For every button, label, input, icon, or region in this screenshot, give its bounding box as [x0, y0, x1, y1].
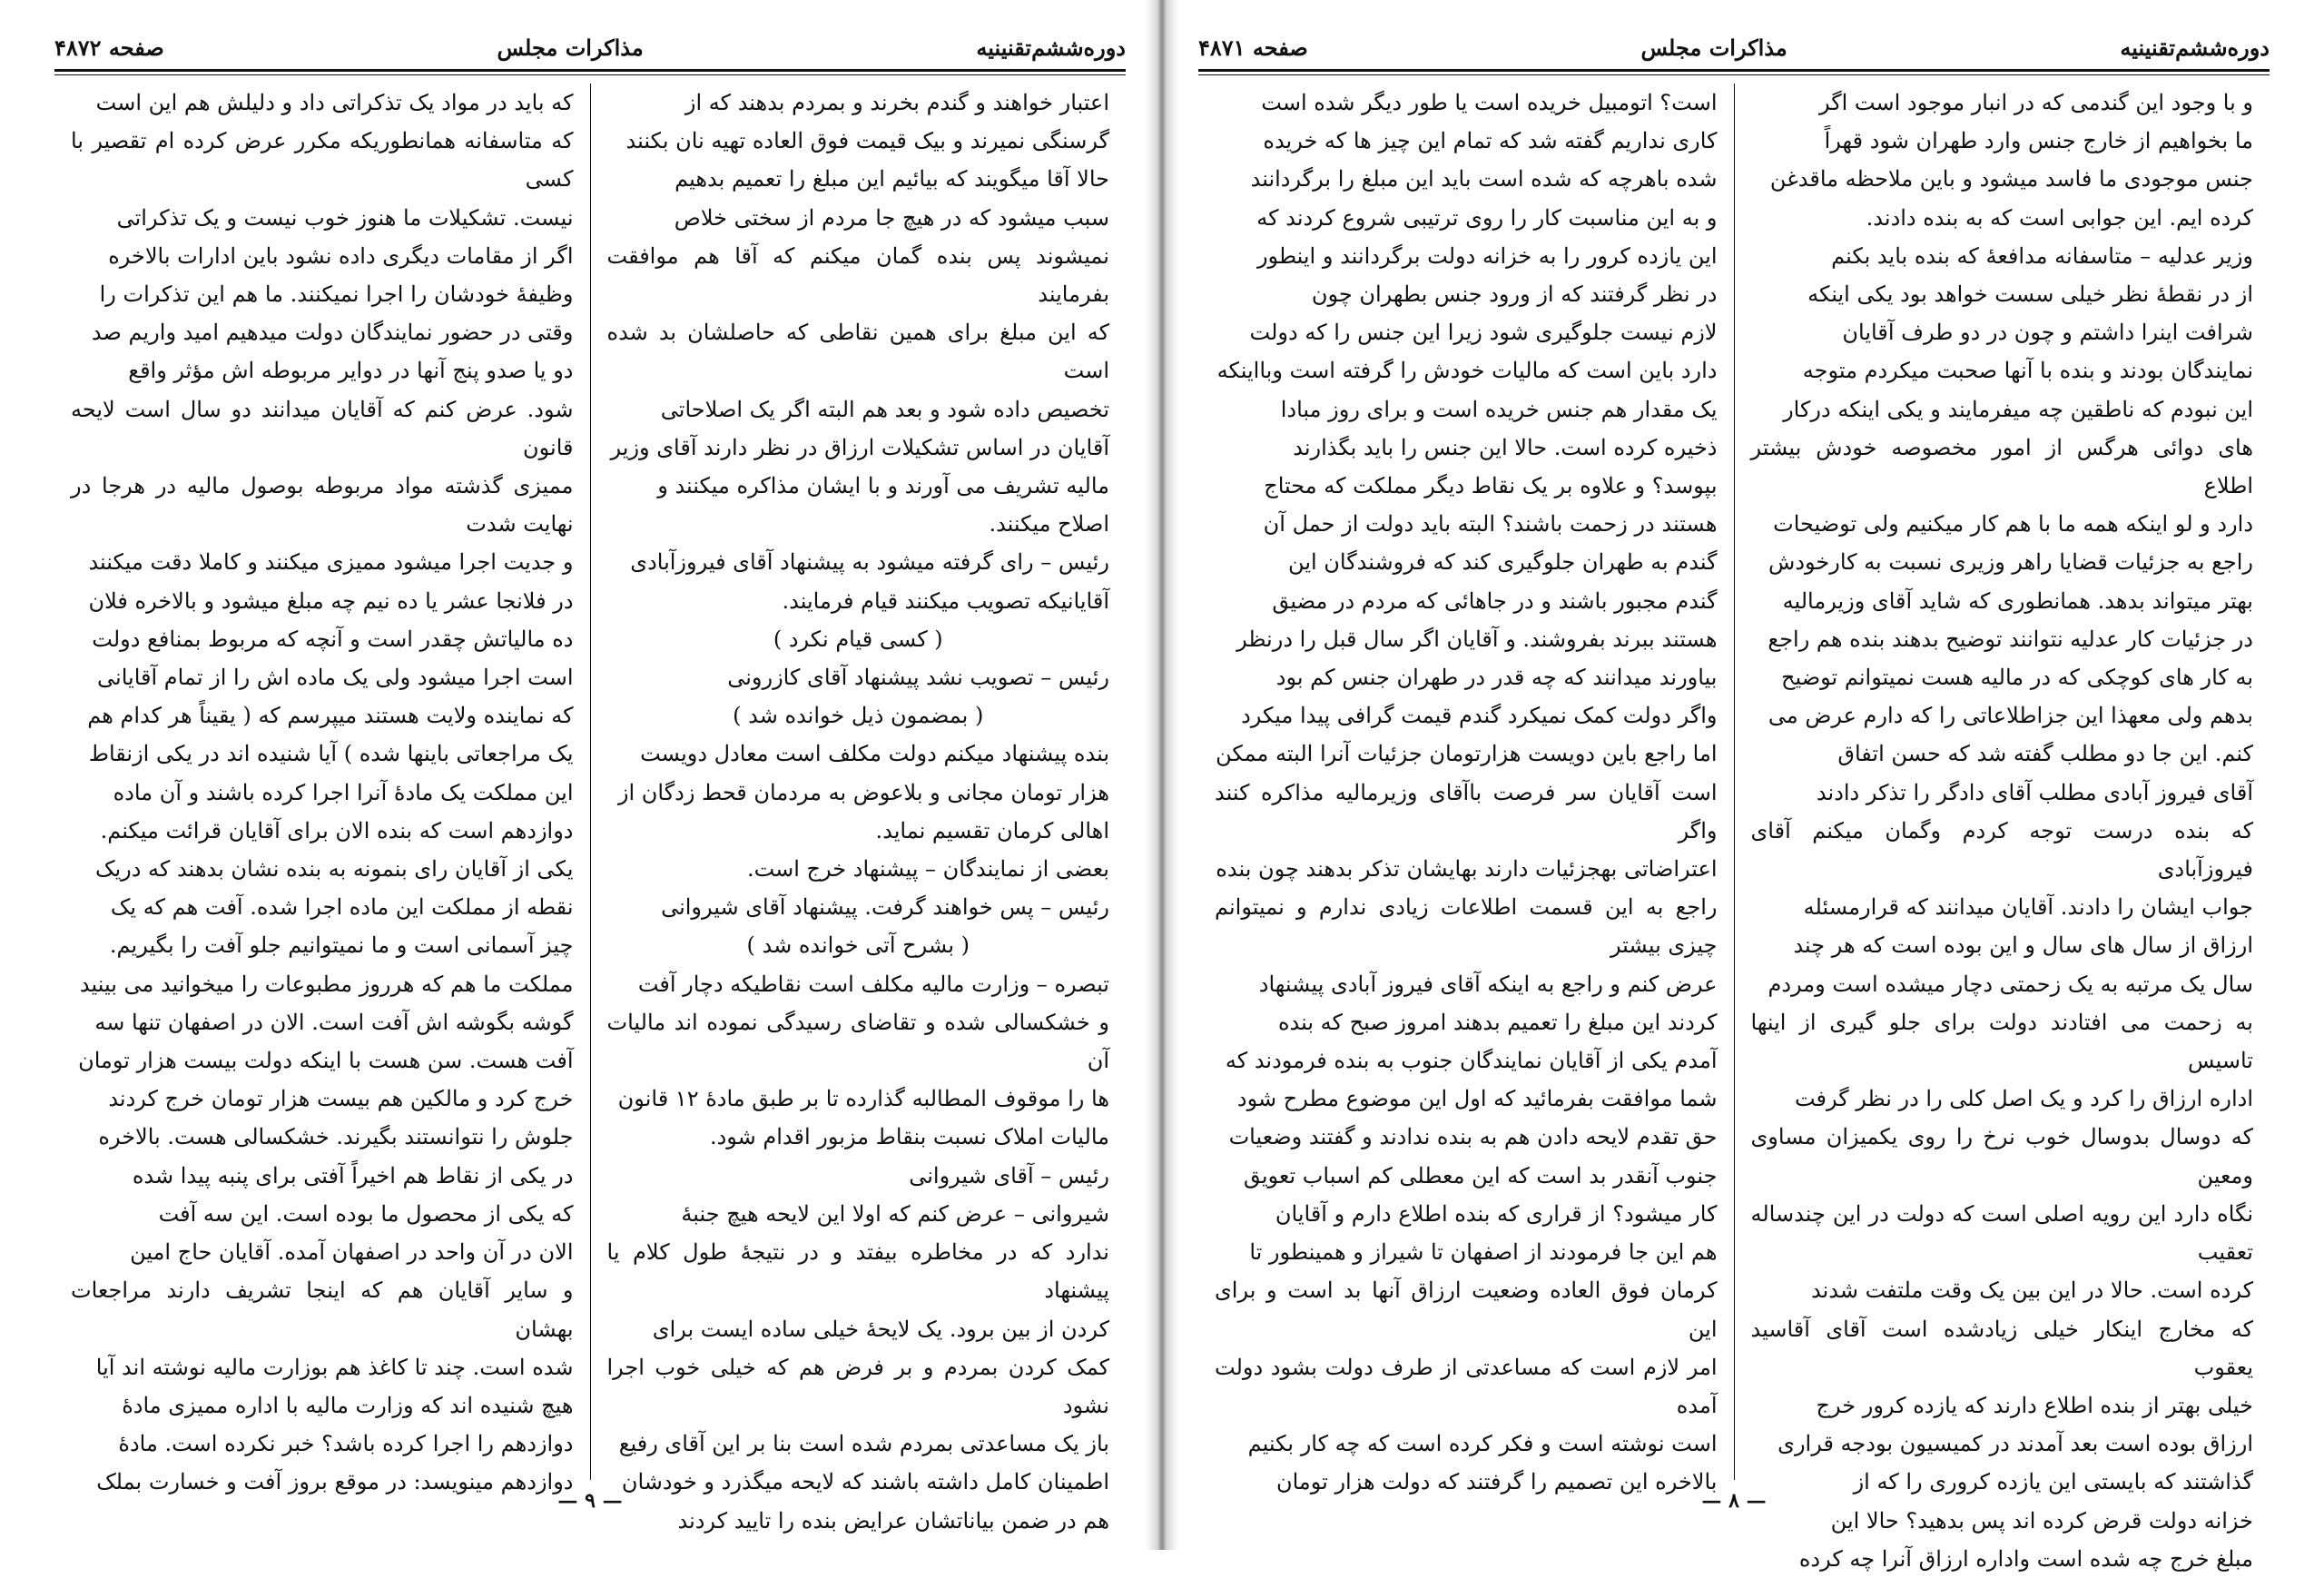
text-line: دوازدهم را اجرا کرده باشد؟ خبر نکرده است. مادهٔ: [118, 1431, 574, 1457]
text-line: اگر از مقامات دیگری داده نشود باین ادارات بالاخره: [108, 242, 574, 269]
right-page: [1198, 27, 2270, 1572]
text-line: دارد و لو اینکه همه ما با هم کار میکنیم ولی توضیحات: [1773, 511, 2253, 538]
text-line: باز یک مساعدتی بمردم شده است بنا بر این آقای رفیع: [618, 1431, 1109, 1457]
text-line: آمدم یکی از آقایان نمایندگان جنوب به بنده فرمودند که: [1225, 1048, 1718, 1074]
text-line: بنده پیشنهاد میکنم دولت مکلف است معادل دویست: [640, 741, 1109, 767]
text-line: وظیفهٔ خودشان را اجرا نمیکنند. ما هم این تذکرات را: [99, 281, 574, 308]
text-line: وزیر عدلیه – متاسفانه مدافعهٔ که بنده باید بکنم: [1831, 242, 2253, 269]
text-line: شما موافقت بفرمائید که اول این موضوع مطرح شود: [1236, 1086, 1718, 1112]
header-page-label: صفحه ۴۸۷۲: [54, 34, 164, 61]
text-line: ها را موقوف المطالبه گذارده تا بر طبق مادهٔ ۱۲ قانون: [617, 1086, 1109, 1112]
text-line: اما راجع باین دویست هزارتومان جزئیات آنرا البته ممکن: [1216, 741, 1718, 767]
text-line: ( بشرح آتی خوانده شد ): [746, 932, 970, 959]
text-line: عرض کنم و راجع به اینکه آقای فیروز آبادی پیشنهاد: [1258, 971, 1718, 997]
header-rule-thin: [1198, 74, 2270, 75]
text-line: کنم. این جا دو مطلب گفته شد که حسن اتفاق: [1837, 741, 2253, 767]
column-divider: [590, 84, 591, 1480]
text-line: که این مبلغ برای همین نقاطی که حاصلشان بد شده است: [606, 320, 1109, 384]
text-columns: [54, 84, 1126, 1534]
text-line: وقتی در حضور نمایندگان دولت میدهیم امید واریم صد: [91, 320, 574, 346]
text-line: ندارد که در مخاطره بیفتد و در نتیجهٔ طول کلام یا پیشنهاد: [606, 1239, 1109, 1304]
header-rule: [1198, 69, 2270, 72]
text-line: گوشه بگوشه اش آفت است. الان در اصفهان تنها سه: [94, 1009, 574, 1035]
text-line: های دوائی هرگس از امور مخصوصه خودش بیشتر اطلاع: [1750, 434, 2253, 499]
text-line: نمیشوند پس بنده گمان میکنم که آقا هم موافقت بفرمایند: [606, 242, 1109, 308]
text-line: شده است. چند تا کاغذ هم بوزارت مالیه نوشته اند آیا: [95, 1354, 574, 1380]
text-line: الان در آن واحد در اصفهان آمده. آقایان حاج امین: [130, 1239, 574, 1266]
text-line: که بنده درست توجه کردم وگمان میکنم آقای فیروزآبادی: [1750, 817, 2253, 883]
text-line: این یازده کرور را به خزانه دولت برگردانند و اینطور: [1256, 242, 1718, 269]
text-line: و به این مناسبت کار را روی ترتیبی شروع کردند که: [1256, 204, 1718, 231]
text-line: نیست. تشکیلات ما هنوز خوب نیست و یک تذکراتی: [116, 204, 574, 231]
text-line: هستند ببرند بفروشند. و آقایان اگر سال قبل را درنظر: [1236, 626, 1718, 652]
text-line: بالاخره این تصمیم را گرفتند که دولت هزار تومان: [1275, 1469, 1718, 1495]
text-line: اهالی کرمان تقسیم نماید.: [875, 817, 1109, 843]
text-line: دو یا صدو پنج آنها در دوایر مربوطه اش مؤثر واقع: [128, 358, 574, 384]
text-line: امر لازم است که مساعدتی از طرف دولت بشود دولت آمده: [1215, 1354, 1718, 1418]
text-line: آقایانیکه تصویب میکنند قیام فرمایند.: [782, 587, 1109, 614]
text-line: رئیس – پس خواهند گرفت. پیشنهاد آقای شیروانی: [661, 894, 1109, 921]
text-line: و جدیت اجرا میشود ممیزی میکنند و کاملا دقت میکنند: [88, 549, 574, 576]
text-line: در یکی از نقاط هم اخیراً آفتی برای پنبه پیدا شده: [132, 1162, 574, 1188]
text-line: اعتبار خواهند و گندم بخرند و بمردم بدهند که از: [684, 90, 1109, 115]
text-line: خرج کرد و مالکین هم بیست هزار تومان خرج کردند: [108, 1086, 574, 1112]
text-line: است اجرا میشود ولی یک ماده اش را از تمام آقایانی: [97, 665, 574, 691]
text-line: اصلاح میکنند.: [989, 511, 1109, 538]
text-line: یکی از آقایان رای بنمونه به بنده نشان بدهند که دریک: [94, 856, 574, 883]
text-line: مالیه تشریف می آورند و با ایشان مذاکره میکنند و: [657, 473, 1109, 499]
text-line: کردند این مبلغ را تعمیم بدهند امروز صبح که بنده: [1277, 1009, 1718, 1035]
text-line: این مملکت یک مادهٔ آنرا اجرا کرده باشند و آن ماده: [113, 779, 574, 805]
text-line: است نوشته است و فکر کرده است که چه کار بکنیم: [1247, 1431, 1718, 1457]
text-line: ارزاق از سال های سال و این بوده است که هر چند: [1793, 932, 2253, 959]
text-line: اعتراضاتی بهجزئیات دارند بهایشان تذکر بدهند چون بنده: [1216, 856, 1718, 883]
text-line: از در نقطهٔ نظر خیلی سست خواهد بود یکی اینکه: [1807, 281, 2253, 308]
text-line: مبلغ خرج چه شده است واداره ارزاق آنرا چه کرده: [1798, 1545, 2253, 1572]
text-line: تبصره – وزارت مالیه مکلف است نقاطیکه دچار آفت: [637, 971, 1109, 997]
text-line: کرده است. حالا در این بین یک وقت ملتفت شدند: [1810, 1277, 2253, 1304]
text-columns: [1198, 84, 2270, 1572]
text-line: شده باهرچه که شده است باید این مبلغ را برگردانند: [1250, 166, 1718, 192]
text-line: به کار های کوچکی که در مالیه هست نمیتوانم توضیح: [1781, 665, 2253, 691]
text-line: است آقایان سر فرصت باآقای وزیرمالیه مذاکره کنند واگر: [1215, 779, 1718, 843]
text-line: که یکی از محصول ما بوده است. این سه آفت: [158, 1200, 574, 1227]
text-line: که نماینده ولایت هستند میپرسم که ( یقیناً هر کدام هم: [87, 703, 574, 729]
text-line: جواب ایشان را دادند. آقایان میدانند که قرارمسئله: [1803, 894, 2253, 921]
text-line: آفت هست. سن هست با اینکه دولت بیست هزار تومان: [78, 1048, 574, 1074]
text-line: ( بمضمون ذیل خوانده شد ): [733, 703, 984, 729]
book-spine: [1146, 0, 1178, 1550]
text-line: و سایر آقایان هم که اینجا تشریف دارند مراجعات بهشان: [71, 1277, 574, 1342]
text-line: حالا آقا میگویند که بیائیم این مبلغ را تعمیم بدهیم: [675, 166, 1109, 192]
text-line: بهتر میتواند بدهد. همانطوری که شاید آقای وزیرمالیه: [1782, 587, 2253, 614]
text-line: یک مقدار هم جنس خریده است و برای روز مبادا: [1280, 396, 1718, 422]
left-page: [54, 27, 1126, 1534]
text-line: حق تقدم لایحه دادن هم به بنده ندادند و گفتند وضعیات: [1228, 1124, 1718, 1150]
column-left: [1198, 84, 1734, 1495]
page-number: — ۸ —: [1701, 1489, 1767, 1513]
text-line: گندم مجبور باشند و در جاهائی که مردم در مضیق: [1272, 587, 1718, 614]
text-line: هزار تومان مجانی و بلاعوض به مردمان قحط زدگان از: [617, 779, 1109, 805]
text-line: رئیس – رای گرفته میشود به پیشنهاد آقای فیروزآبادی: [630, 549, 1109, 576]
text-line: ممیزی گذشته مواد مربوطه بوصول مالیه در هرجا در نهایت شدت: [71, 473, 574, 538]
text-line: لازم نیست جلوگیری شود زیرا این جنس را که دولت: [1249, 320, 1718, 346]
text-line: دارد باین است که مالیات خودش را گرفته است وبااینکه: [1216, 358, 1718, 384]
text-line: اطمینان کامل داشته باشند که لایحه میگذرد و خودشان: [621, 1469, 1109, 1495]
text-line: که دوسال بدوسال خوب نرخ را روی یکمیزان مساوی ومعین: [1750, 1124, 2253, 1188]
text-line: سال یک مرتبه به یک زحمتی دچار میشده است ومردم: [1768, 971, 2253, 997]
text-line: و با وجود این گندمی که در انبار موجود است اگر: [1818, 90, 2253, 115]
header-session: دوره‌ششم‌تقنینیه: [2120, 34, 2270, 61]
header-rule: [54, 69, 1126, 72]
text-line: که باید در مواد یک تذکراتی داد و دلیلش هم این است: [95, 90, 574, 115]
text-line: گندم به طهران جلوگیری کند که فروشندگان این: [1288, 549, 1718, 576]
text-line: جنس موجودی ما فاسد میشود و باین ملاحظه ماقدغن: [1769, 166, 2253, 192]
column-right: [1735, 84, 2270, 1572]
text-line: در نظر گرفتند که از ورود جنس بطهران چون: [1311, 281, 1718, 308]
page-header: [54, 27, 1126, 67]
text-line: مملکت ما هم که هرروز مطبوعات را میخوانید می بینید: [79, 971, 574, 997]
text-line: ( کسی قیام نکرد ): [773, 626, 943, 652]
text-line: یک مراجعاتی باینها شده ) آیا شنیده اند در یکی ازنقاط: [88, 741, 574, 767]
page-number: — ۹ —: [557, 1489, 623, 1513]
text-line: کاری نداریم گفته شد که تمام این چیز ها که خریده: [1263, 128, 1718, 154]
text-line: و خشکسالی شده و تقاضای رسیدگی نموده اند مالیات آن: [606, 1009, 1109, 1074]
column-divider: [1734, 84, 1735, 1480]
text-line: هیچ شنیده اند که وزارت مالیه با اداره ممیزی مادهٔ: [122, 1392, 574, 1418]
text-line: ذخیره کرده است. حالا این جنس را باید بگذارند: [1293, 434, 1718, 460]
text-line: نگاه دارد این رویه اصلی است که دولت در این چندساله تعقیب: [1750, 1200, 2253, 1266]
text-line: بپوسد؟ و علاوه بر یک نقاط دیگر مملکت که محتاج: [1264, 473, 1718, 499]
text-line: که مخارج اینکار خیلی زیادشده است آقای آقاسید یعقوب: [1750, 1316, 2253, 1380]
text-line: که متاسفانه همانطوریکه مکرر عرض کرده ام تقصیر با کسی: [71, 128, 574, 192]
text-line: ما بخواهیم از خارج جنس وارد طهران شود قهراً: [1824, 128, 2253, 154]
text-line: کمک کردن بمردم و بر فرض هم که خیلی خوب اجرا نشود: [606, 1354, 1109, 1418]
text-line: در جزئیات کار عدلیه نتوانند توضیح بدهند بنده هم راجع: [1768, 626, 2253, 652]
text-line: گرسنگی نمیرند و بیک قیمت فوق العاده تهیه نان بکنند: [625, 128, 1109, 154]
text-line: خیلی بهتر از بنده اطلاع دارند که یازده کرور خرج: [1816, 1392, 2253, 1418]
header-title: مذاکرات مجلس: [497, 34, 644, 61]
text-line: نقطه از مملکت این ماده اجرا شده. آفت هم که یک: [110, 894, 574, 921]
text-line: کردن از بین برود. یک لایحهٔ خیلی ساده ایست برای: [652, 1316, 1109, 1342]
text-line: هستند در زحمت باشند؟ البته باید دولت از حمل آن: [1263, 511, 1718, 538]
column-right: [591, 84, 1127, 1534]
text-line: واگر دولت کمک نمیکرد گندم قیمت گرافی پیدا میکرد: [1241, 703, 1718, 729]
text-line: خزانه دولت قرض کرده اند پس بدهید؟ حالا این: [1830, 1507, 2253, 1534]
text-line: آقای فیروز آبادی مطلب آقای دادگر را تذکر دادند: [1816, 779, 2253, 805]
text-line: چیز آسمانی است و ما نمیتوانیم جلو آفت را بگیریم.: [109, 932, 574, 959]
text-line: شود. عرض کنم که آقایان میدانند دو سال است لایحه قانون: [71, 396, 574, 460]
text-line: بعضی از نمایندگان – پیشنهاد خرج است.: [746, 856, 1109, 883]
header-page-label: صفحه ۴۸۷۱: [1198, 34, 1308, 61]
text-line: بدهم ولی معهذا این جزاطلاعاتی را که دارم عرض می: [1768, 703, 2253, 729]
text-line: در فلانجا عشر یا ده نیم چه مبلغ میشود و بالاخره فلان: [88, 587, 574, 614]
text-line: ده مالیاتش چقدر است و آنچه که مربوط بمنافع دولت: [92, 626, 574, 652]
text-line: هم در ضمن بیاناتشان عرایض بنده را تایید کردند: [677, 1507, 1109, 1534]
text-line: سبب میشود که در هیچ جا مردم از سختی خلاص: [674, 204, 1109, 231]
text-line: راجع به این قسمت اطلاعات زیادی ندارم و نمیتوانم چیزی بیشتر: [1215, 894, 1718, 959]
page-header: [1198, 27, 2270, 67]
text-line: رئیس – آقای شیروانی: [909, 1162, 1109, 1188]
header-rule-thin: [54, 74, 1126, 75]
text-line: شیروانی – عرض کنم که اولا این لایحه هیچ جنبهٔ: [681, 1200, 1109, 1227]
header-title: مذاکرات مجلس: [1640, 34, 1787, 61]
text-line: جنوب آنقدر بد است که این معطلی کم اسباب تعویق: [1243, 1162, 1718, 1188]
text-line: هم این جا فرمودند از اصفهان تا شیراز و همینطور تا: [1249, 1239, 1718, 1266]
text-line: مالیات املاک نسبت بنقاط مزبور اقدام شود.: [709, 1124, 1109, 1150]
text-line: به زحمت می افتادند دولت برای جلو گیری از اینها تاسیس: [1750, 1009, 2253, 1074]
text-line: دوازدهم مینویسد: در موقع بروز آفت و خسارت بملک: [96, 1469, 574, 1495]
text-line: بیاورند میدانند که چه قدر در طهران جنس کم بود: [1275, 665, 1718, 691]
text-line: است؟ اتومبیل خریده است یا طور دیگر شده است: [1261, 90, 1718, 115]
text-line: ارزاق بوده است بعد آمدند در کمیسیون بودجه قراری: [1777, 1431, 2253, 1457]
text-line: رئیس – تصویب نشد پیشنهاد آقای کازرونی: [727, 665, 1109, 691]
text-line: گذاشتند که بایستی این یازده کروری را که از: [1853, 1469, 2253, 1495]
text-line: این نبودم که ناطقین چه میفرمایند و یکی اینکه درکار: [1783, 396, 2253, 422]
text-line: نمایندگان بودند و بنده با آنها صحبت میکردم متوجه: [1802, 358, 2253, 384]
text-line: راجع به جزئیات قضایا راهر وزیری نسبت به کارخودش: [1768, 549, 2253, 576]
text-line: شرافت اینرا داشتم و چون در دو طرف آقایان: [1842, 320, 2253, 346]
text-line: کرمان فوق العاده وضعیت ارزاق آنها بد است و برای این: [1215, 1277, 1718, 1342]
text-line: کار میشود؟ از قراری که بنده اطلاع دارم و آقایان: [1275, 1200, 1718, 1227]
text-line: تخصیص داده شود و بعد هم البته اگر یک اصلاحاتی: [660, 396, 1109, 422]
text-line: کرده ایم. این جوابی است که به بنده دادند.: [1866, 204, 2253, 231]
header-session: دوره‌ششم‌تقنینیه: [976, 34, 1126, 61]
text-line: اداره ارزاق را کرد و یک اصل کلی را در نظر گرفت: [1794, 1086, 2253, 1112]
text-line: آقایان در اساس تشکیلات ارزاق در نظر دارند آقای وزیر: [610, 434, 1109, 460]
text-line: دوازدهم است که بنده الان برای آقایان قرائت میکنم.: [100, 817, 574, 843]
text-line: جلوش را نتوانستند بگیرند. خشکسالی هست. بالاخره: [98, 1124, 574, 1150]
column-left: [54, 84, 590, 1495]
